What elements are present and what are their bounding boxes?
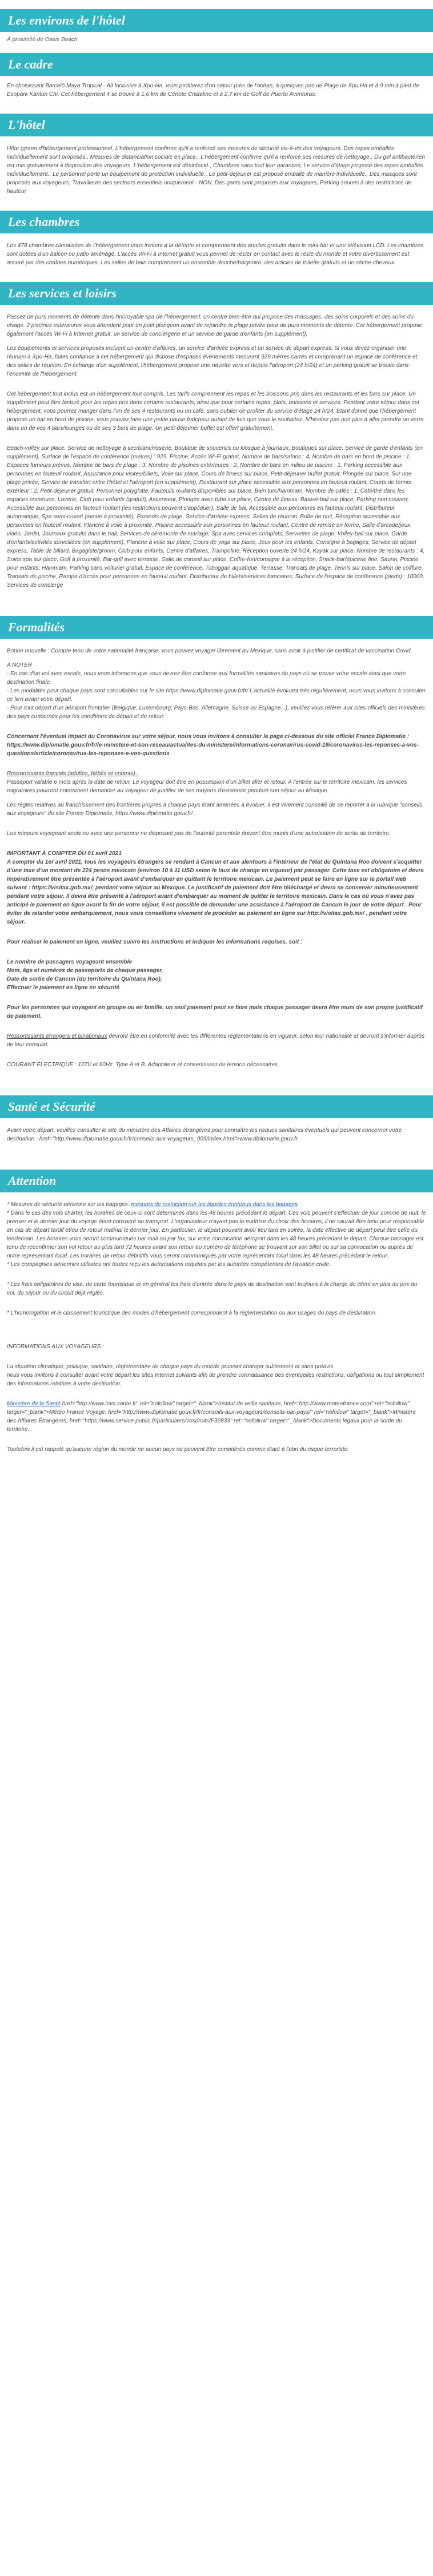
famille-notice: Pour les personnes qui voyagent en groupe ou en famille, un seul paiement peut se faire mais chaque passager devra être muni de son propre justificatif de paiement. [7,1005,423,1019]
sante-title: Santé et Sécurité [0,1095,433,1118]
ressortissants-title: Ressortissants français (adultes, bébés et enfants) : [7,771,139,777]
important-notice: IMPORTANT À COMPTER DU 01 avril 2021 A compter du 1er avril 2021, tous les voyageurs étrangers se rendant à Cancun et aux alentours à l'intérieur de l'état du Quintana Roo doivent s'acquitter d'une taxe d'un montant de 224 pesos mexicain (environ 10 à 11 USD selon le taux de change en vigueur) par passager. Cette taxe est obligatoire et devra impérativement être présentée à l'aéroport avant d'embarquer en quittant le territoire mexicain. Le paiement peut se faire en ligne sur le portail web suivant : https://visitax.gob.mx/, pendant votre séjour au Mexique. Le justificatif de paiement doit être téléchargé et devra se conserver minutieusement pendant votre séjour. Il devra être présenté à l'aéroport avant d'embarquer au moment de quitter le territoire mexicain. Dans le cas où vous n'avez pas anticipé le paiement en ligne avant la fin de votre séjour, il est possible de demander une assistance à l'aéroport de Cancun le jour de votre départ . Pour éviter de retarder votre embarquement, nous vous conseillons vivement de procéder au paiement en ligne sur http://visitax.gob.mx/ , pendant votre séjour. [7,850,424,925]
covid-notice: Concernant l'éventuel impact du Coronavirus sur votre séjour, nous vous invitons à consulter la page ci-dessous du site officiel France Diplomatie : https://www.diplomatie.gouv.fr/fr/le-ministere-et-son-reseau/actualites-du-ministere/informations-coronavirus-covid-19/coronavirus-les-reponses-a-vos-questions/article/coronavirus-les-reponses-a-vos-questions [7,733,419,757]
hotel-title: L'hôtel [0,114,433,136]
formalites-title: Formalités [0,616,433,639]
environs-text: À proximité de Oasis Beach [7,37,78,43]
section-hotel [0,114,433,205]
services-p2: Les équipements et services proposés incluent un centre d'affaires, un service d'arrivée express et un service de départ express. Si vous devez organiser une réunion à Xpu-Ha, faites confiance à cet hébergement qui dispose d'espaces événements mesurant 929 mètres carrés et comprenant un espace de conférence et des salles de réunion. En échange d'un supplément, l'hébergement propose une navette vers et depuis l'aéroport (24 h/24) et un parking gratuit se trouve dans l'enceinte de l'hébergement. [7,345,418,377]
liste-infos: Le nombre de passagers voyageant ensemble Nom, âge et numéros de passeports de chaque passager, Date de sortie de Cancun (du territoire du Quintana Roo), Effectuer le paiement en ligne en sécurité [7,959,163,991]
info-title: INFORMATIONS AUX VOYAGEURS : [7,1344,105,1350]
section-cadre [0,53,433,108]
regles-text: Les règles relatives au franchissement des frontières propres à chaque pays étant amenées à évoluer, il est vivement conseillé de se reporter à la rubrique "conseils aux voyageurs" du site France Diplomatie, https://www.diplomatie.gouv.fr/. [7,802,423,817]
services-p4: Beach-volley sur place, Service de nettoyage à sec/blanchisserie, Boutique de souvenirs ou kiosque à journaux, Boutiques sur place, Service de garde d'enfants (en supplément), Surface de l'espace de conférence (mètres) : 929, Piscine, Accès Wi-Fi gratuit, Nombre de bars/salons : 4, Nombre de bars en bord de piscine : 1, Espaces fumeurs prévus, Nombre de bars de plage : 3, Nombre de piscines extérieures : 2, Nombre de bars en milieu de piscine : 1, Parking accessible aux personnes en fauteuil roulant, Assistance pour visites/billets, Voile sur place, Cours de fitness sur place, Petit-déjeuner buffet gratuit, Plongée sur place, Sur une plage privée, Service de transfert entre l'hôtel et l'aéroport (en supplément), Restaurant sur place accessible aux personnes en fauteuil roulant, Courts de tennis extérieur : 2, Petit-déjeuner gratuit, Personnel polyglotte, Fauteuils roulants disponibles sur place, Bain turc/hammam, Nombre de cafés : 1, Café/thé dans les espaces communs, Laverie, Club pour enfants (gratuit), Ascenseur, Plongée avec tuba sur place, Centre de fitness, Basket-ball sur place, Parking non couvert, Accessible aux personnes en fauteuil roulant (les restrictions peuvent s'appliquer), Salle de bal, Accessible aux personnes en fauteuil roulant, Distributeur automatique, Spa semi-ouvert (avoué à proximité), Parasols de plage, Service d'arrivée express, Salles de réunion, Boîte de nuit, Réception accessible aux personnes en fauteuil roulant, Planche à voile à proximité, Piscine accessible aux personnes en fauteuil roulant, Centre de remise en forme, Salle d'arcade/jeux vidéo, Jardin, Journaux gratuits dans le hall, Services de cérémonie de mariage, Spa avec services complets, Serviettes de plage, Volley-ball sur place, Garde d'enfants/activités surveillées (en supplément), Planche à voile sur place, Cours de yoga sur place, Jeux pour les enfants, Consigne à bagages, Service de départ express, Table de billard, Bagagiste/groom, Club pour enfants, Centre d'affaires, Trampoline, Réception ouverte 24 h/24, Kayak sur place, Nombre de restaurants : 4, Soins spa sur place, Golf à proximité, Bar-grill avec terrasse, Salle de conseil sur place, Coffre-fort/consigne à la réception, Snack-bar/épicerie fine, Sauna, Piscine pour enfants, Hammam, Parking sans voiturier gratuit, Espace de conférence, Toboggan aquatique, Terrasse, Transats de plage, Tennis sur place, Salon de coiffure, Transats de piscine, Rampe d'accès pour personnes en fauteuil roulant, Distributeur de billets/services bancaires, Surface de l'espace de conférence (pieds) : 10000, Services de concierge [7,445,425,588]
attention-p3: * L'homologation et le classement touristique des modes d'hébergement correspondent à la réglementation ou aux usages du pays de destination. [7,1310,377,1316]
ressortissants-text: Passeport valable 6 mois après la date de retour. Le voyageur doit être en possession d'un billet aller et retour. A l'entrée sur le territoire mexicain, les services migratoires pourront notamment demander au voyageur de justifier de ses moyens d'existence pendant son séjour au Mexique. [7,779,407,794]
sante-text: Avant votre départ, veuillez consulter le site du ministère des Affaires étrangères pour connaître les risques sanitaires éventuels qui peuvent concerner votre destination : href="http://www.diplomatie.gouv.fr/fr/conseils-aux-voyageurs_909/index.html">www.diplomatie.gouv.fr [7,1127,402,1142]
cadre-text: En choisissant Barceló Maya Tropical - All Inclusive à Xpu-Ha, vous profiterez d'un séjour près de l'océan, à quelques pas de Plage de Xpu Ha et à 9 min à pied de Ecopark Kantun Chi. Cet hébergement 4 se trouve à 1,6 km de Cénote Cristalino et à 2,7 km de Golf de Puerto Aventuras. [7,83,419,98]
ministere-sante-link[interactable]: Ministère de la Santé [7,1401,61,1407]
section-attention [0,1170,433,1469]
services-p1: Passez de purs moments de détente dans l'incroyable spa de l'hébergement, un centre bien-être qui propose des massages, des soins corporels et des soins du visage. 2 piscines extérieures vous attendent pour un petit plongeon avant de rejoindre la plage privée pour de purs moments de détente. Cet hébergement propose également l'accès Wi-Fi à Internet gratuit, un service de conciergerie et un service de garde d'enfants (en supplément). [7,314,423,337]
attention-p1-rest: * Dans le cas des vols charter, les horaires de ceux-ci sont déterminés dans les 48 heures précédant le départ. Ces vols peuvent s'effectuer de jour comme de nuit, le premier et le dernier jour du voyage étant consacré au transport. L'organisateur n'ayant pas la maîtrise du choix des horaires, il ne saurait être tenu pour responsable en cas de départ tardif et/ou de retour matinal le dernier jour. En particulier, le départ pouvant avoir lieu tard en soirée, la date effective de départ peut être celle du lendemain. Les horaires vous seront communiqués par mail ou par fax, sur votre convocation aéroport dans les 48 heures précédant le départ. Chaque passager est tenu de reconfirmer son vol retour au plus tard 72 heures avant son retour au numéro de téléphone se trouvant sur son billet ou sur sa convocation ou auprès de notre représentant local. Les horaires de retour définitifs vous seront communiqués par votre représentant local dans les 48 heures précédant le retour. * Les compagnies aériennes utilisées ont toutes reçu les autorisations requises par les autorités compétentes de l'aviation civile. [7,1210,426,1268]
attention-title: Attention [0,1170,433,1192]
section-formalites [0,616,433,1084]
mineurs-text: Les mineurs voyageant seuls ou avec une personne ne disposant pas de l'autorité parentale doivent être munis d'une autorisation de sortie de territoire. [7,831,391,837]
section-services [0,282,433,604]
attention-footer: Toutefois il est rappelé qu'aucune région du monde ne aucun pays ne peuvent être considérés comme étant à l'abri du risque terroriste. [7,1446,349,1453]
services-p3: Cet hébergement tout inclus est un hébergement tout compris. Les tarifs comprennent les repas et les boissons pris dans les restaurants et les bars sur place. Un supplément peut être facturé pour les repas pris dans certains restaurants, ainsi que pour certains repas, plats, boissons et services. Pendant votre séjour dans cet hébergement, vous pourrez manger dans l'un de ses 4 restaurants ou un café, sans oublier de profiter du service d'étage 24 h/24. Étant donné que l'hébergement propose un bar en bord de piscine, vous pouvez faire une petite pause fraîcheur autant de fois que vous le souhaitez. N'hésitez pas non plus à aller prendre un verre dans un de vos 4 bars/lounges ou de ses 3 bars de plage. Un petit-déjeuner buffet est offert gratuitement. [7,391,424,432]
courant-electrique: COURANT ÉLECTRIQUE : 127V et 60Hz. Type A et B. Adaptateur et convertisseur de tension nécessaires. [7,1062,279,1068]
anoter-title: A NOTER [7,662,33,668]
etrangers-title: Ressortissants étrangers et binationaux [7,1033,107,1039]
attention-p2: * Les frais obligatoires de visa, de carte touristique et en général les frais d'entrée dans le pays de destination sont toujours à la charge du client en plus du prix du vol, du séjour ou du circuit déjà réglés. [7,1281,418,1296]
chambres-title: Les chambres [0,211,433,233]
section-sante [0,1095,433,1158]
info-text: La situation climatique, politique, sanitaire, réglementaire de chaque pays du monde pouvant changer subitement et sans préavis nous vous invitons à consulter avant votre départ les sites Internet suivants afin de prendre connaissance des éventuelles restrictions, obligations ou tout simplement des informations relatives à votre destination. [7,1364,424,1387]
pour-realiser: Pour réaliser le paiement en ligne, veuillez suivre les instructions et indiquer les informations requises, soit : [7,939,303,945]
cadre-title: Le cadre [0,53,433,76]
etrangers-text: devront être en conformité avec les différentes réglementations en vigueur, selon leur nationalité et devront s'informer auprès de leur consulat. [7,1033,425,1048]
chambres-text: Les 478 chambres climatisées de l'hébergement vous invitent à la détente et comprennent des articles gratuits dans le mini-bar et une télévision LCD. Les chambres sont dotées d'un balcon ou patio aménagé. L'accès Wi-Fi à Internet gratuit vous permet de rester en contact avec le reste du monde et votre divertissement est assuré par des chaînes numériques. Les salles de bain comprennent un ensemble douche/baignoire, des articles de toilette gratuits et un sèche-cheveux. [7,243,423,266]
services-title: Les services et loisirs [0,282,433,305]
section-chambres [0,211,433,276]
anoter-text: - En cas d'un vol avec escale, nous vous informons que vous devrez être conforme aux formalités sanitaires du pays où se trouve votre escale ainsi que votre destination finale. - Les modalités pour chaque pays sont consultables sur le site https://www.diplomatie.gouv.fr/fr/ L'actualité évoluant très régulièrement, nous vous invitons à consulter ce lien avant votre départ. - Pour tout départ d'un aéroport frontalier (Belgique, Luxembourg, Pays-Bas, Allemagne, Suisse ou Espagne...), veuillez vous référer aux sites officiels des ministères des pays concernés pour les conditions de départ et de retour. [7,671,426,720]
hotel-text: Hôte (green d'hébergement professionnel, L'hébergement confirme qu'il a renforcé ses mesures de sécurité vis-à-vis des voyageurs. Des repas emballés individuellement sont proposés., Mesures de distanciation sociale en place., L'hébergement confirme qu'il a renforcé ses mesures de nettoyage., Du gel antibactérien est mis gratuitement à disposition des voyageurs. L'hébergement est désinfecté., Chambres sans tout leur garanties, Le service d'étage propose des repas emballés individuellement., Le personnel porte un équipement de protection individuelle., Le petit-déjeuner est proposé emballé de manière individuelle., Des masques sont proposés aux voyageurs, Travailleurs des secteurs essentiels uniquement - NON, Des gants sont proposés aux voyageurs, Parking soumis à des restrictions de hauteur [7,146,426,195]
ministere-text: href="http://www.invs.sante.fr" rel="nofollow" target="_blank">Institut de veille sanitaire, href="http://www.meteofrance.com" rel="nofollow" target="_blank">Météo France Voyage, href="http://www.diplomatie.gouv.fr/fr/conseils-aux-voyageurs/conseils-par-pays/" rel="nofollow" target="_blank">Ministère des Affaires Étrangères, href="https://www.service-public.fr/particuliers/vosdroits/F32833" rel="nofollow" target="_blank">Documents légaux pour la sortie du territoire. [7,1401,416,1433]
formalites-intro: Bonne nouvelle : Compte tenu de votre nationalité française, vous pouvez voyager librement au Mexique, sans avoir à justifier de certificat de vaccination Covid. [7,648,412,654]
attention-p1-prefix: * Mesures de sécurité aérienne sur les bagages: [7,1202,131,1208]
bagages-link[interactable]: mesures de restriction sur les liquides contenus dans les bagages [131,1202,298,1208]
section-environs [0,9,433,53]
environs-title: Les environs de l'hôtel [0,9,433,32]
